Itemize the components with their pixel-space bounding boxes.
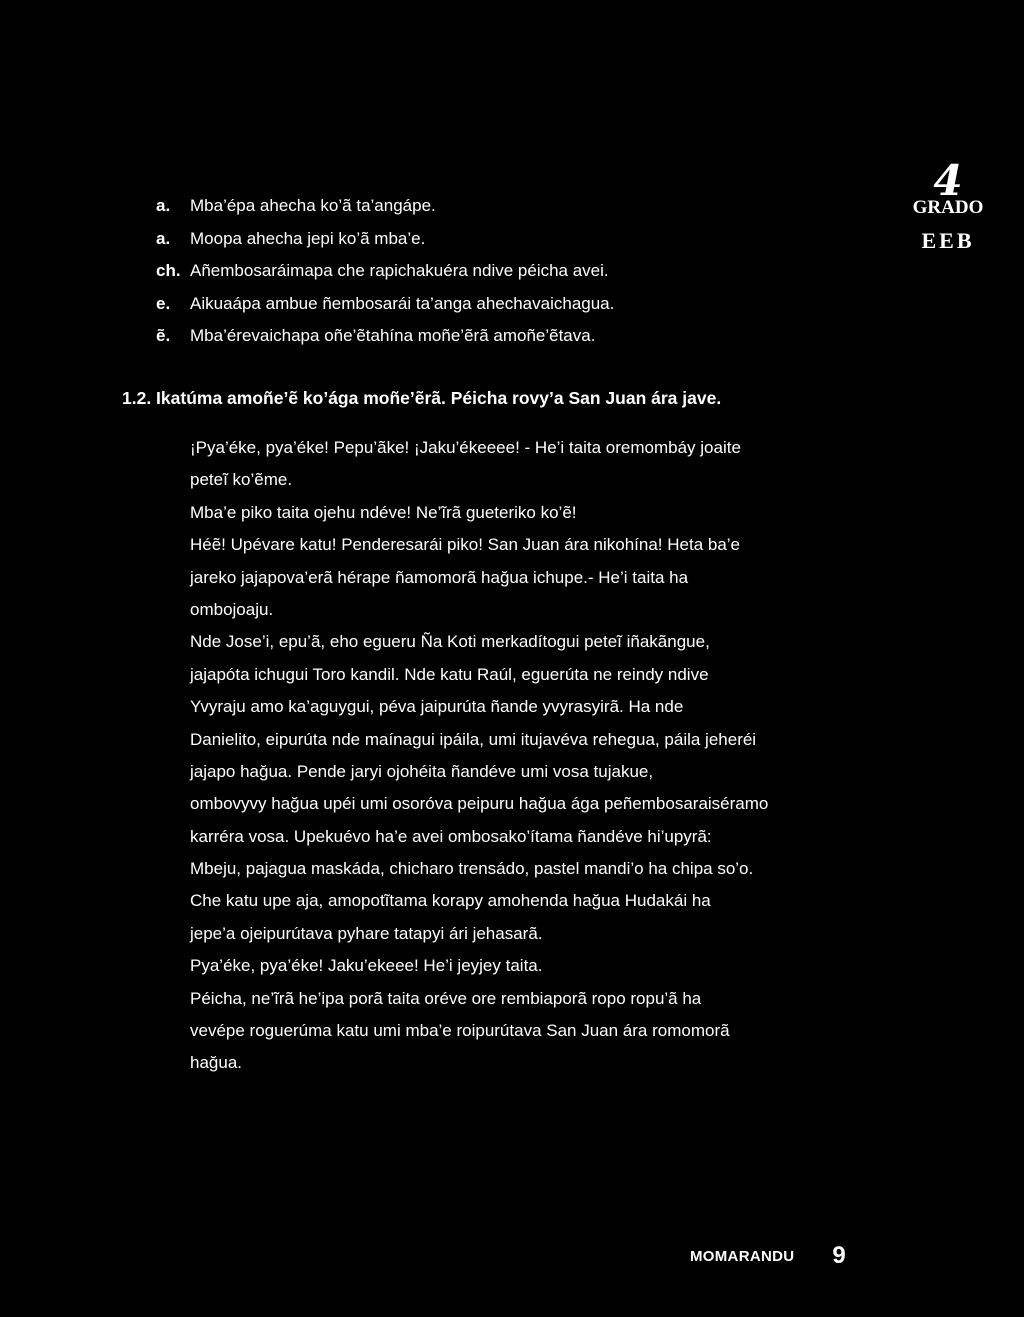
story-line: Péicha, ne’ĩrã he’ipa porã taita oréve ore rembiaporã ropo ropu’ã ha <box>190 988 702 1008</box>
story-line: Héẽ! Upévare katu! Penderesarái piko! San Juan ára nikohína! Heta ba’e <box>190 535 741 555</box>
list-letter: ch. <box>156 261 181 281</box>
list-letter: a. <box>156 228 171 248</box>
list-item <box>156 190 856 223</box>
list-letter: a. <box>156 196 171 216</box>
list-text: Aikuaápa ambue ñembosarái ta’anga ahechavaichagua. <box>190 293 615 313</box>
list-text: Moopa ahecha jepi ko’ã mba’e. <box>190 228 426 248</box>
grade-level: EEB <box>921 228 975 253</box>
story-line: jareko jajapova’erã hérape ñamomorã hağua ichupe.- He’i taita ha <box>190 567 689 587</box>
story-line: hağua. <box>190 1053 242 1073</box>
grade-word: GRADO <box>912 197 984 218</box>
story-line: vevépe roguerúma katu umi mba’e roipurútava San Juan ára romomorã <box>190 1021 730 1041</box>
page-footer <box>690 1242 846 1270</box>
story-line: Pya’éke, pya’éke! Jaku’ekeee! He’i jeyjey taita. <box>190 956 543 976</box>
grade-logo <box>910 156 986 260</box>
list-letter: e. <box>156 293 171 313</box>
story-line: Nde Jose’i, epu’ã, eho egueru Ña Koti merkadítogui peteĩ iñakãngue, <box>190 632 710 652</box>
story-line: ombovyvy hağua upéi umi osoróva peipuru hağua ága peñembosaraiséramo <box>190 794 769 814</box>
list-text: Mba’érevaichapa oñe’ẽtahína moñe’ẽrã amoñe’ẽtava. <box>190 326 596 346</box>
list-text: Añembosaráimapa che rapichakuéra ndive péicha avei. <box>190 261 609 281</box>
story-line: Che katu upe aja, amopotĩtama korapy amohenda hağua Hudakái ha <box>190 891 711 911</box>
list-text: Mba’épa ahecha ko’ã ta’angápe. <box>190 196 436 216</box>
story-line: jepe’a ojeipurútava pyhare tatapyi ári jehasarã. <box>190 923 543 943</box>
story-line: Yvyraju amo ka’aguygui, péva jaipurúta ñande yvyrasyirã. Ha nde <box>190 697 684 717</box>
footer-label: MOMARANDU <box>690 1247 795 1265</box>
story-line: Danielito, eipurúta nde maínagui ipáila, umi itujavéva rehegua, páila jeheréi <box>190 729 757 749</box>
list-item <box>156 288 856 321</box>
story-line: ombojoaju. <box>190 599 274 619</box>
question-list <box>156 190 856 353</box>
story-text <box>190 432 890 1080</box>
section-title: 1.2. Ikatúma amoñe’ẽ ko’ága moñe’ẽrã. Péicha rovy’a San Juan ára jave. <box>122 388 722 408</box>
story-line: jajapo hağua. Pende jaryi ojohéita ñandéve umi vosa tujakue, <box>190 761 654 781</box>
story-line: Mbeju, pajagua maskáda, chicharo trensádo, pastel mandi’o ha chipa so’o. <box>190 859 754 879</box>
list-letter: ẽ. <box>156 326 171 346</box>
list-item <box>156 320 856 353</box>
story-line: peteĩ ko’ẽme. <box>190 470 293 490</box>
grade-number: 4 <box>933 156 963 205</box>
list-item <box>156 255 856 288</box>
story-line: jajapóta ichugui Toro kandil. Nde katu Raúl, eguerúta ne reindy ndive <box>190 664 709 684</box>
story-line: ¡Pya’éke, pya’éke! Pepu’ãke! ¡Jaku’ékeeee! - He’i taita oremombáy joaite <box>190 438 741 457</box>
page-number: 9 <box>832 1242 846 1269</box>
story-line: Mba’e piko taita ojehu ndéve! Ne’ĩrã gueteriko ko’ẽ! <box>190 502 577 522</box>
story-line: karréra vosa. Upekuévo ha’e avei ombosako’ítama ñandéve hi’upyrã: <box>190 826 712 846</box>
list-item <box>156 223 856 256</box>
